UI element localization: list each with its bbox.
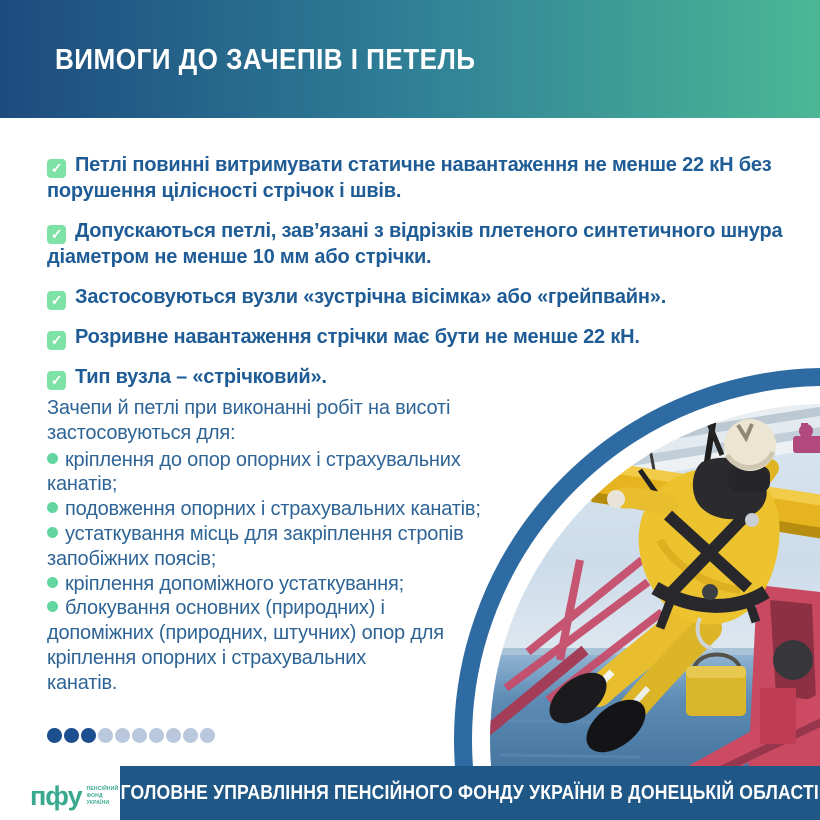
pagination-dot <box>98 728 113 743</box>
pfu-logo <box>30 783 118 810</box>
requirement-text: Розривне навантаження стрічки має бути не менше 22 кН. <box>75 326 640 348</box>
bullet-dot-icon <box>47 601 58 612</box>
logo-abbr: пфу <box>30 781 82 811</box>
pagination-dot <box>115 728 130 743</box>
pagination-dot <box>81 728 96 743</box>
requirement-item <box>47 324 807 350</box>
footer-text: ГОЛОВНЕ УПРАВЛІННЯ ПЕНСІЙНОГО ФОНДУ УКРАЇНИ В ДОНЕЦЬКІЙ ОБЛАСТІ <box>120 781 820 804</box>
requirement-text: Петлі повинні витримувати статичне навантаження не менше 22 кН без порушення цілісності стрічок і швів. <box>47 154 772 202</box>
pagination-dot <box>183 728 198 743</box>
checkbox-icon: ✓ <box>47 331 66 350</box>
pagination-dot <box>132 728 147 743</box>
requirement-item <box>47 284 807 310</box>
checkbox-icon: ✓ <box>47 225 66 244</box>
bullet-dot-icon <box>47 527 58 538</box>
pagination-dots <box>47 728 215 743</box>
requirement-text: Допускаються петлі, зав’язані з відрізків плетеного синтетичного шнура діаметром не менше 10 мм або стрічки. <box>47 220 783 268</box>
usage-intro: Зачепи й петлі при виконанні робіт на висоті застосовуються для: <box>47 397 451 444</box>
pagination-dot <box>149 728 164 743</box>
requirement-text: Застосовуються вузли «зустрічна вісімка» або «грейпвайн». <box>75 286 667 308</box>
requirement-item <box>47 364 807 390</box>
bullet-dot-icon <box>47 502 58 513</box>
pagination-dot <box>47 728 62 743</box>
usage-text: кріплення до опор опорних і страхувальних канатів; <box>47 448 461 496</box>
footer-bar <box>120 766 820 820</box>
checkbox-icon: ✓ <box>47 291 66 310</box>
usage-text: устаткування місць для закріплення стропів запобіжних поясів; <box>47 522 464 570</box>
pagination-dot <box>200 728 215 743</box>
usage-section <box>47 396 525 776</box>
checkbox-icon: ✓ <box>47 159 66 178</box>
logo-caption-line: ПЕНСІЙНИЙ <box>86 786 119 793</box>
usage-text: кріплення допоміжного устаткування; <box>65 572 404 595</box>
pagination-dot <box>64 728 79 743</box>
requirement-text: Тип вузла – «стрічковий». <box>75 366 327 388</box>
checkbox-icon: ✓ <box>47 371 66 390</box>
requirements-list <box>47 152 807 404</box>
logo-caption <box>87 786 119 806</box>
bullet-dot-icon <box>47 577 58 588</box>
usage-text: подовження опорних і страхувальних канатів; <box>65 498 481 521</box>
logo-caption-line: ФОНД <box>86 793 103 800</box>
bullet-dot-icon <box>47 453 58 464</box>
requirement-item <box>47 218 807 270</box>
pagination-dot <box>166 728 181 743</box>
page-title: ВИМОГИ ДО ЗАЧЕПІВ І ПЕТЕЛЬ <box>55 44 476 76</box>
usage-item <box>47 497 525 522</box>
usage-text: блокування основних (природних) і допоміжних (природних, штучних) опор для кріплення опорних і страхувальних канатів. <box>47 597 444 694</box>
logo-caption-line: УКРАЇНИ <box>86 799 110 806</box>
requirement-item <box>47 152 807 204</box>
